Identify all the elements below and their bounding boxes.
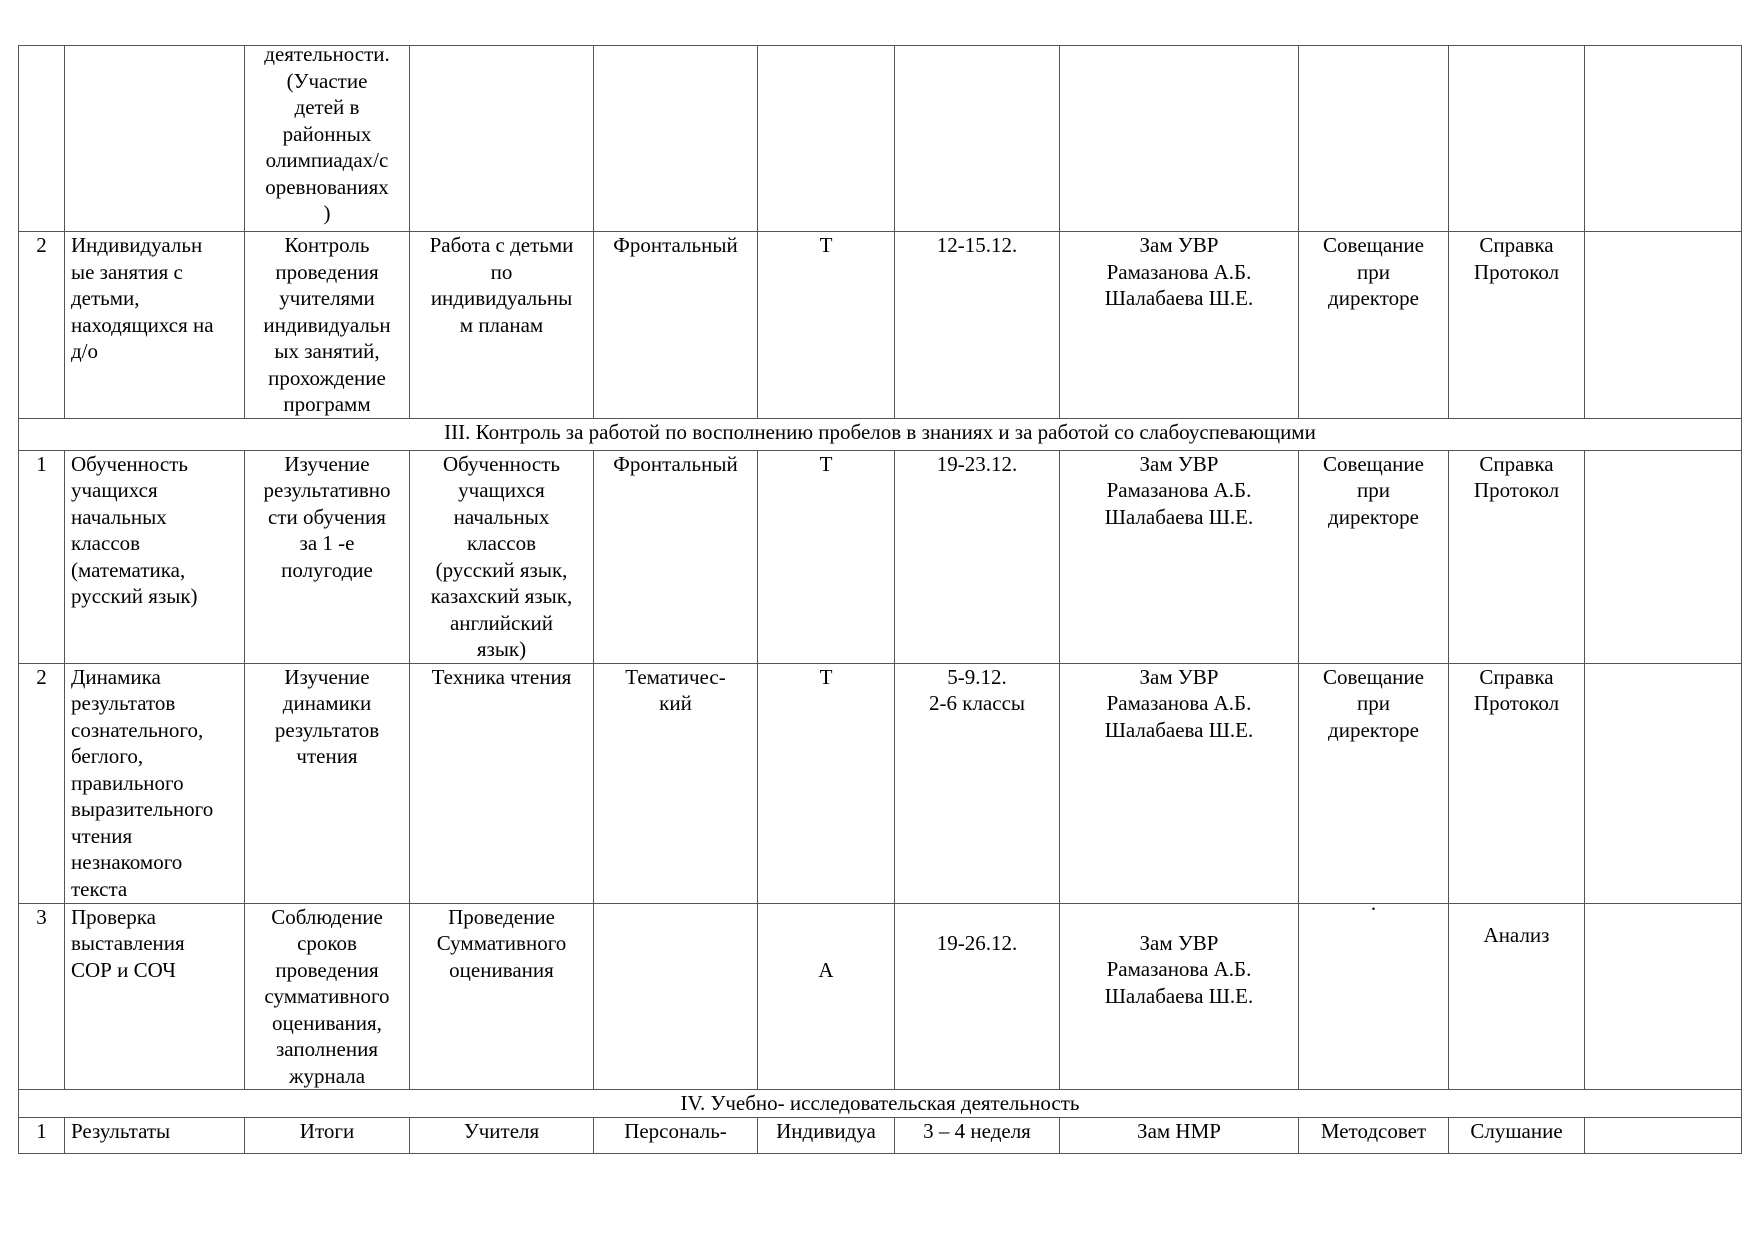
review-place: Совещание при директоре (1323, 664, 1424, 742)
control-type: Тематичес- кий (625, 664, 726, 715)
control-plan-table (18, 42, 1742, 1154)
table-row (19, 450, 1742, 663)
control-responsible: Зам НМР (1137, 1119, 1221, 1143)
control-responsible: Зам УВР Рамазанова А.Б. Шалабаева Ш.Е. (1104, 233, 1254, 310)
cell-review-place (1299, 46, 1449, 232)
cell-goal (245, 903, 410, 1090)
cell-topic (65, 450, 245, 663)
cell-type (594, 663, 758, 903)
cell-date (895, 1118, 1060, 1154)
cell-date (895, 232, 1060, 419)
cell-num (19, 46, 65, 232)
cell-object (410, 903, 594, 1090)
control-date: 19-23.12. (936, 451, 1018, 476)
row-number: 3 (36, 904, 47, 929)
cell-extra (1585, 903, 1742, 1090)
cell-num (19, 232, 65, 419)
cell-type (594, 232, 758, 419)
cell-result (1449, 450, 1585, 663)
control-topic: Динамика результатов сознательного, беглого, правильного выразительного чтения незнакомого текста (71, 664, 214, 901)
cell-topic (65, 232, 245, 419)
cell-form (758, 903, 895, 1090)
control-result: Слушание (1470, 1119, 1563, 1143)
cell-object (410, 232, 594, 419)
cell-object (410, 46, 594, 232)
control-goal: Соблюдение сроков проведения суммативного оценивания, заполнения журнала (264, 904, 390, 1088)
review-place: Совещание при директоре (1323, 451, 1424, 529)
cell-form (758, 663, 895, 903)
control-date: 3 – 4 неделя (923, 1119, 1031, 1143)
review-place: Совещание при директоре (1323, 233, 1424, 310)
control-date: 5-9.12. 2-6 классы (929, 664, 1025, 715)
cell-topic (65, 1118, 245, 1154)
row-number: 2 (36, 664, 47, 689)
cell-date (895, 46, 1060, 232)
control-object: Работа с детьми по индивидуальны м планам (429, 233, 574, 337)
cell-type (594, 903, 758, 1090)
cell-object (410, 1118, 594, 1154)
cell-responsible (1060, 450, 1299, 663)
cell-responsible (1060, 903, 1299, 1090)
table-row (19, 663, 1742, 903)
control-form: Т (819, 233, 833, 257)
cell-result (1449, 232, 1585, 419)
cell-extra (1585, 450, 1742, 663)
cell-object (410, 450, 594, 663)
cell-review-place (1299, 890, 1449, 1090)
control-goal: Изучение динамики результатов чтения (274, 664, 380, 768)
control-object: Проведение Суммативного оценивания (436, 904, 567, 982)
section-header-row (19, 1090, 1742, 1118)
cell-form (758, 46, 895, 232)
control-form: Индивидуа (776, 1119, 876, 1143)
cell-date (895, 903, 1060, 1090)
section-3-title: III. Контроль за работой по восполнению пробелов в знаниях и за работой со слабоуспевающими (444, 419, 1316, 444)
control-type: Персональ- (624, 1119, 727, 1143)
cell-topic (65, 663, 245, 903)
cell-type (594, 1118, 758, 1154)
cell-type (594, 450, 758, 663)
control-topic: Результаты (71, 1119, 171, 1143)
section-header-row (19, 418, 1742, 450)
control-form: А (818, 957, 834, 982)
cell-num (19, 903, 65, 1090)
control-topic: Проверка выставления СОР и СОЧ (71, 904, 185, 982)
control-object: Техника чтения (431, 664, 572, 689)
cell-review-place (1299, 450, 1449, 663)
control-date: 19-26.12. (936, 930, 1018, 955)
cell-num (19, 1118, 65, 1154)
section-title (19, 1090, 1742, 1118)
section-title (19, 418, 1742, 450)
row-number: 1 (36, 451, 47, 476)
cell-result (1449, 663, 1585, 903)
control-form: Т (819, 664, 833, 689)
control-responsible: Зам УВР Рамазанова А.Б. Шалабаева Ш.Е. (1104, 930, 1254, 1008)
control-object: Обученность учащихся начальных классов (русский язык, казахский язык, английский язык) (430, 451, 573, 661)
control-topic: Индивидуальн ые занятия с детьми, находящихся на д/о (71, 233, 214, 363)
cell-extra (1585, 232, 1742, 419)
row-number: 2 (36, 233, 47, 257)
cell-form (758, 1118, 895, 1154)
cell-goal (245, 42, 410, 232)
cell-form (758, 450, 895, 663)
control-result: Анализ (1483, 922, 1550, 947)
review-place: . (1370, 890, 1377, 915)
cell-date (895, 663, 1060, 903)
cell-goal (245, 663, 410, 903)
control-goal: Изучение результативно сти обучения за 1 -е полугодие (263, 451, 391, 582)
cell-responsible (1060, 663, 1299, 903)
cell-responsible (1060, 46, 1299, 232)
control-type: Фронтальный (613, 451, 738, 476)
control-goal: Контроль проведения учителями индивидуальн ых занятий, прохождение программ (263, 233, 391, 416)
cell-goal (245, 232, 410, 419)
control-responsible: Зам УВР Рамазанова А.Б. Шалабаева Ш.Е. (1104, 664, 1254, 742)
control-result: Справка Протокол (1473, 451, 1560, 502)
table-row (19, 232, 1742, 419)
cell-goal (245, 1118, 410, 1154)
review-place: Методсовет (1320, 1119, 1427, 1143)
cell-num (19, 450, 65, 663)
row-number: 1 (36, 1119, 47, 1143)
cell-review-place (1299, 663, 1449, 903)
control-type: Фронтальный (613, 233, 738, 257)
cell-result (1449, 46, 1585, 232)
cell-topic (65, 46, 245, 232)
control-result: Справка Протокол (1473, 664, 1560, 715)
cell-form (758, 232, 895, 419)
cell-responsible (1060, 1118, 1299, 1154)
cell-type (594, 46, 758, 232)
cell-object (410, 663, 594, 903)
cell-num (19, 663, 65, 903)
cell-result (1449, 903, 1585, 1090)
cell-topic (65, 903, 245, 1090)
control-result: Справка Протокол (1473, 233, 1560, 284)
cell-responsible (1060, 232, 1299, 419)
control-goal: Итоги (299, 1119, 355, 1143)
control-object: Учителя (463, 1119, 540, 1143)
section-4-title: IV. Учебно- исследовательская деятельность (680, 1091, 1080, 1115)
cell-extra (1585, 663, 1742, 903)
cell-extra (1585, 46, 1742, 232)
control-topic: Обученность учащихся начальных классов (математика, русский язык) (71, 451, 198, 608)
control-goal: деятельности. (Участие детей в районных олимпиадах/с оревнованиях ) (264, 42, 390, 225)
control-responsible: Зам УВР Рамазанова А.Б. Шалабаева Ш.Е. (1104, 451, 1254, 529)
control-form: Т (819, 451, 833, 476)
cell-date (895, 450, 1060, 663)
cell-goal (245, 450, 410, 663)
control-date: 12-15.12. (936, 233, 1018, 257)
table-row (19, 903, 1742, 1090)
cell-review-place (1299, 232, 1449, 419)
cell-extra (1585, 1118, 1742, 1154)
cell-review-place (1299, 1118, 1449, 1154)
table-row (19, 1118, 1742, 1154)
table-row (19, 46, 1742, 232)
cell-result (1449, 1118, 1585, 1154)
